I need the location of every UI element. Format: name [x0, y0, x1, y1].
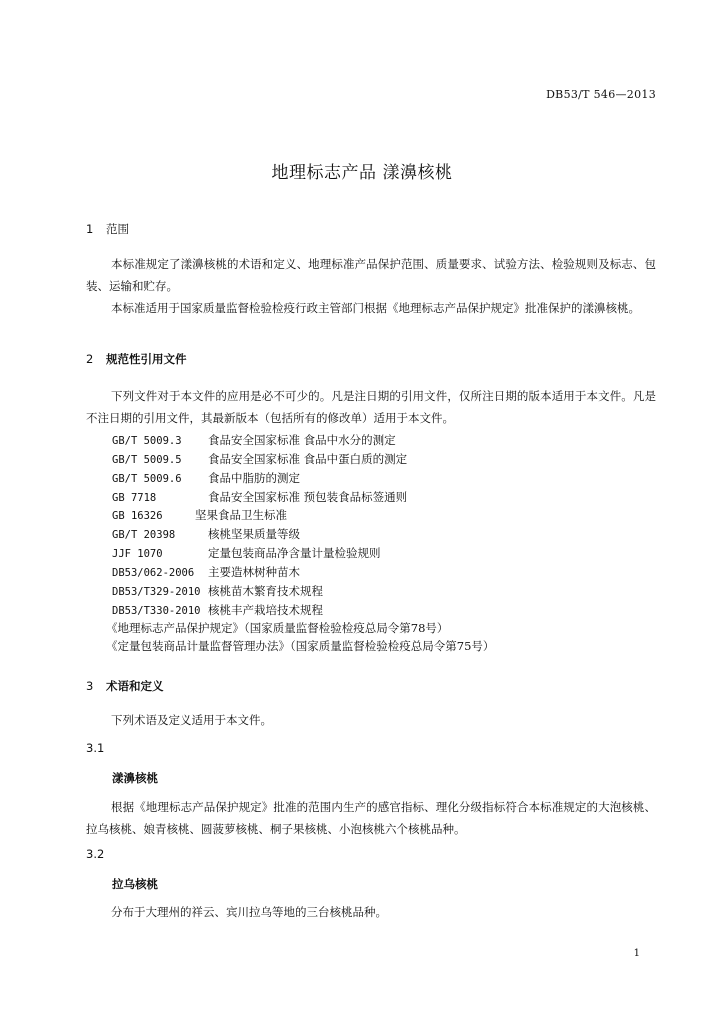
regulation-item: 《定量包装商品计量监督管理办法》（国家质量监督检验检疫总局令第75号） — [106, 639, 495, 653]
reference-item — [112, 526, 300, 542]
scope-paragraph: 本标准规定了漾濞核桃的术语和定义、地理标准产品保护范围、质量要求、试验方法、检验规则及标志、包装、运输和贮存。 — [86, 257, 656, 293]
section-title: 规范性引用文件 — [106, 352, 187, 366]
term-name: 漾濞核桃 — [112, 771, 158, 785]
reference-code: GB 16326 — [112, 510, 163, 522]
reference-title: 核桃坚果质量等级 — [208, 527, 300, 541]
reference-title: 主要造林树种苗木 — [208, 565, 300, 579]
reference-title: 核桃丰产栽培技术规程 — [208, 603, 323, 617]
reference-code: DB53/T330-2010 — [112, 605, 201, 617]
section-title: 术语和定义 — [106, 679, 164, 693]
reference-item — [112, 507, 287, 523]
term-name: 拉乌核桃 — [112, 877, 158, 891]
section-heading-terms-and-definitions — [86, 678, 164, 694]
document-title: 地理标志产品 漾濞核桃 — [271, 163, 453, 183]
reference-title: 定量包装商品净含量计量检验规则 — [208, 546, 381, 560]
reference-title: 食品安全国家标准 食品中蛋白质的测定 — [208, 452, 408, 466]
reference-code: GB/T 5009.6 — [112, 473, 182, 485]
reference-title: 食品安全国家标准 食品中水分的测定 — [208, 433, 396, 447]
terms-intro: 下列术语及定义适用于本文件。 — [111, 713, 272, 727]
reference-title: 核桃苗木繁育技术规程 — [208, 584, 323, 598]
term-number: 3.2 — [86, 847, 105, 861]
reference-title: 食品安全国家标准 预包装食品标签通则 — [208, 490, 408, 504]
references-intro: 下列文件对于本文件的应用是必不可少的。凡是注日期的引用文件，仅所注日期的版本适用于本文件。凡是不注日期的引用文件，其最新版本（包括所有的修改单）适用于本文件。 — [86, 389, 656, 425]
regulation-item: 《地理标志产品保护规定》（国家质量监督检验检疫总局令第78号） — [106, 621, 449, 635]
reference-item — [112, 564, 300, 580]
reference-code: GB 7718 — [112, 492, 157, 504]
reference-item — [112, 545, 381, 561]
section-heading-normative-references — [86, 351, 187, 367]
reference-code: JJF 1070 — [112, 548, 163, 560]
term-definition: 分布于大理州的祥云、宾川拉乌等地的三台核桃品种。 — [111, 905, 387, 919]
section-heading-scope — [86, 221, 129, 237]
reference-item — [112, 451, 407, 467]
reference-title: 坚果食品卫生标准 — [195, 508, 287, 522]
reference-code: GB/T 5009.3 — [112, 435, 182, 447]
term-definition: 根据《地理标志产品保护规定》批准的范围内生产的感官指标、理化分级指标符合本标准规定的大泡核桃、拉乌核桃、娘青核桃、圆菠萝核桃、桐子果核桃、小泡核桃六个核桃品种。 — [86, 800, 656, 836]
reference-item — [112, 489, 407, 505]
reference-title: 食品中脂肪的测定 — [208, 471, 300, 485]
reference-code: GB/T 5009.5 — [112, 454, 182, 466]
reference-item — [112, 602, 323, 618]
section-number: 2 — [86, 352, 94, 366]
document-code: DB53/T 546—2013 — [546, 88, 656, 101]
reference-item — [112, 432, 396, 448]
section-number: 3 — [86, 679, 94, 693]
section-number: 1 — [86, 222, 94, 236]
reference-item — [112, 470, 300, 486]
term-number: 3.1 — [86, 741, 105, 755]
reference-code: GB/T 20398 — [112, 529, 176, 541]
reference-code: DB53/062-2006 — [112, 567, 195, 579]
page-number: 1 — [633, 948, 640, 959]
section-title: 范围 — [106, 222, 129, 236]
reference-item — [112, 583, 323, 599]
scope-paragraph: 本标准适用于国家质量监督检验检疫行政主管部门根据《地理标志产品保护规定》批准保护的漾濞核桃。 — [111, 301, 640, 315]
reference-code: DB53/T329-2010 — [112, 586, 201, 598]
